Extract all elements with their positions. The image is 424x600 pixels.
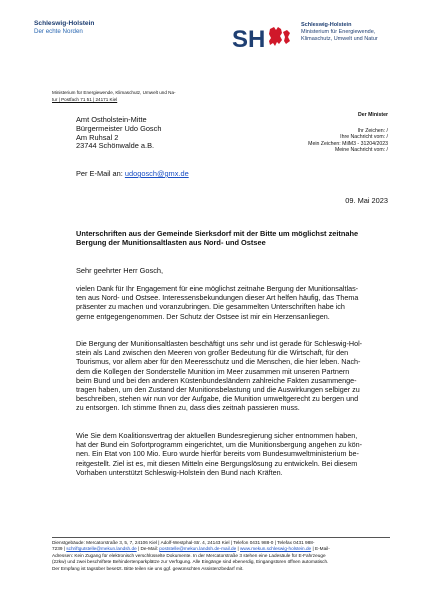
footer-website-link[interactable]: www.mekun.schleswig-holstein.de [240,546,312,552]
footer-email-label: | E-Mail- [311,546,330,552]
ministry-name-line2: Klimaschutz, Umwelt und Natur [301,36,378,42]
brand-slogan: Der echte Norden [34,28,83,35]
sender-line1: Ministerium für Energiewende, Klimaschutz, Umwelt und Na- [52,90,176,95]
paragraph-line: vielen Dank für Ihr Engagement für eine möglichst zeitnahe Bergung der Munitionsaltlas- [76,284,359,293]
footer-separator: | [236,546,241,552]
recipient-line4: 23744 Schönwalde a.B. [76,141,155,151]
paragraph-line: präsenter zu machen und voranzubringen. Die gesammelten Unterschriften habe ich [76,302,345,312]
email-line [76,169,189,178]
paragraph-line: tragen haben, um den Zustand der Munitionsbelastung und die Auswirkungen selbiger zu [76,385,360,395]
paragraph-line: zu entsorgen. Ich stimme Ihnen zu, dass dies zeitnah passieren muss. [76,403,300,413]
email-prefix: Per E-Mail an: [76,169,125,178]
paragraph-line: beim Bund und bei den anderen Küstenbundesländern zahlreiche Fakten zusammenge- [76,375,357,385]
recipient-line2: Bürgermeister Udo Gosch [76,123,162,133]
salutation: Sehr geehrter Herr Gosch, [76,266,164,275]
ministry-name-line1: Ministerium für Energiewende, [301,29,376,35]
subject-line2: Bergung der Munitionsaltlasten aus Nord- und Ostsee [76,238,266,248]
meine-nachricht: Meine Nachricht vom: / [334,147,388,154]
paragraph-line: gerne entgegengenommen. Der Schutz der Ostsee ist mir ein Herzensanliegen. [76,311,330,321]
footer-line3: Adressen: Kein Zugang für elektronisch verschlüsselte Dokumente. In der Mercatorstraße 3 stehen eine Ladesäule für E-Fahrzeuge [52,552,326,558]
ihre-nachricht: Ihre Nachricht vom: / [340,134,388,141]
ministry-logo-text [301,22,421,43]
paragraph-2 [76,339,398,413]
footer-demail-link[interactable]: poststelle@mekun.landsh.de-mail.de [159,546,237,552]
letter-date: 09. Mai 2023 [345,196,388,205]
footer [52,540,397,572]
sh-logo-icon [232,24,292,52]
logo-text: SH [232,26,266,52]
brand-name: Schleswig-Holstein [34,20,95,27]
recipient-line1: Amt Ostholstein-Mitte [76,115,147,124]
footer-line5: Der Empfang ist tagsüber besetzt. Bitte teilen sie uns ggf. gewünschten Assistenzbedarf mit. [52,565,244,571]
minister-heading: Der Minister [358,112,388,118]
mein-zeichen: Mein Zeichen: MilM3 - 31204/2023 [308,140,388,147]
reference-block [308,128,388,154]
footer-demail-label: | De-Mail: [136,546,160,552]
letter-subject [76,229,398,247]
paragraph-line: ten aus Nord- und Ostsee. Interessensbekundungen dieser Art helfen häufig, das Thema [76,293,359,303]
paragraph-line: Vorhaben unterstützt Schleswig-Holstein den Bund nach Kräften. [76,467,283,477]
paragraph-line: hat der Bund ein Sofortprogramm eingerichtet, um die Munitionsbergung angehen zu kön- [76,440,363,450]
paragraph-line: reitgestellt. Ziel ist es, mit diesen Mitteln eine Bergungslösung zu entwickeln. Bei diesem [76,458,358,468]
recipient-email-link[interactable]: udogosch@gmx.de [124,169,189,178]
footer-line1: Dienstgebäude: Mercatorstraße 3, 5, 7, 24106 Kiel | Adolf-Westphal-Str. 4, 24143 Kiel | Telefon 0431 988-0 | Telefax 0431 988- [52,540,315,545]
paragraph-line: beschreiben, stehen wir nun vor der Aufgabe, die Munition umweltgerecht zu bergen und [76,394,359,404]
footer-fax-suffix: 7239 | [52,546,67,552]
paragraph-line: Tourismus, vor allem aber für den Meeresschutz und die Menschen, die hier leben. Nach- [76,357,361,367]
paragraph-line: Wie Sie dem Koalitionsvertrag der aktuellen Bundesregierung sicher entnommen haben, [76,431,358,440]
paragraph-line: Die Bergung der Munitionsaltlasten beschäftigt uns sehr und ist gerade für Schleswig-Hol- [76,339,363,348]
paragraph-line: dem die Kollegen der Sonderstelle Munition im Meer zusammen mit unseren Partnern [76,366,350,376]
footer-email-link[interactable]: schriftgutstelle@mekun.landsh.de [66,546,137,552]
paragraph-line: stein als Land zwischen den Meeren von großer Bedeutung für die Wirtschaft, für den [76,348,349,358]
footer-divider [52,537,390,538]
paragraph-line: nen. Ein Etat von 100 Mio. Euro wurde hierfür bereits vom Bundesumweltministerium be- [76,449,359,459]
ministry-state: Schleswig-Holstein [301,22,352,28]
footer-line4: (22kw) und zwei beschriftete Behindertenparkplätze zur Verfügung. Alle Eingänge sind ebenerdig, Eingangstüren öffnen automatisch. [52,559,329,565]
recipient-line3: Am Ruhsal 2 [76,132,119,142]
paragraph-3 [76,431,398,477]
paragraph-1 [76,284,398,321]
ihr-zeichen: Ihr Zeichen: / [357,128,388,134]
subject-line1: Unterschriften aus der Gemeinde Sierksdorf mit der Bitte um möglichst zeitnahe [76,229,359,238]
recipient-address [76,116,161,151]
sender-line2: tur | Postfach 71 51 | 24171 Kiel [52,96,118,102]
sender-return-address [52,90,252,103]
